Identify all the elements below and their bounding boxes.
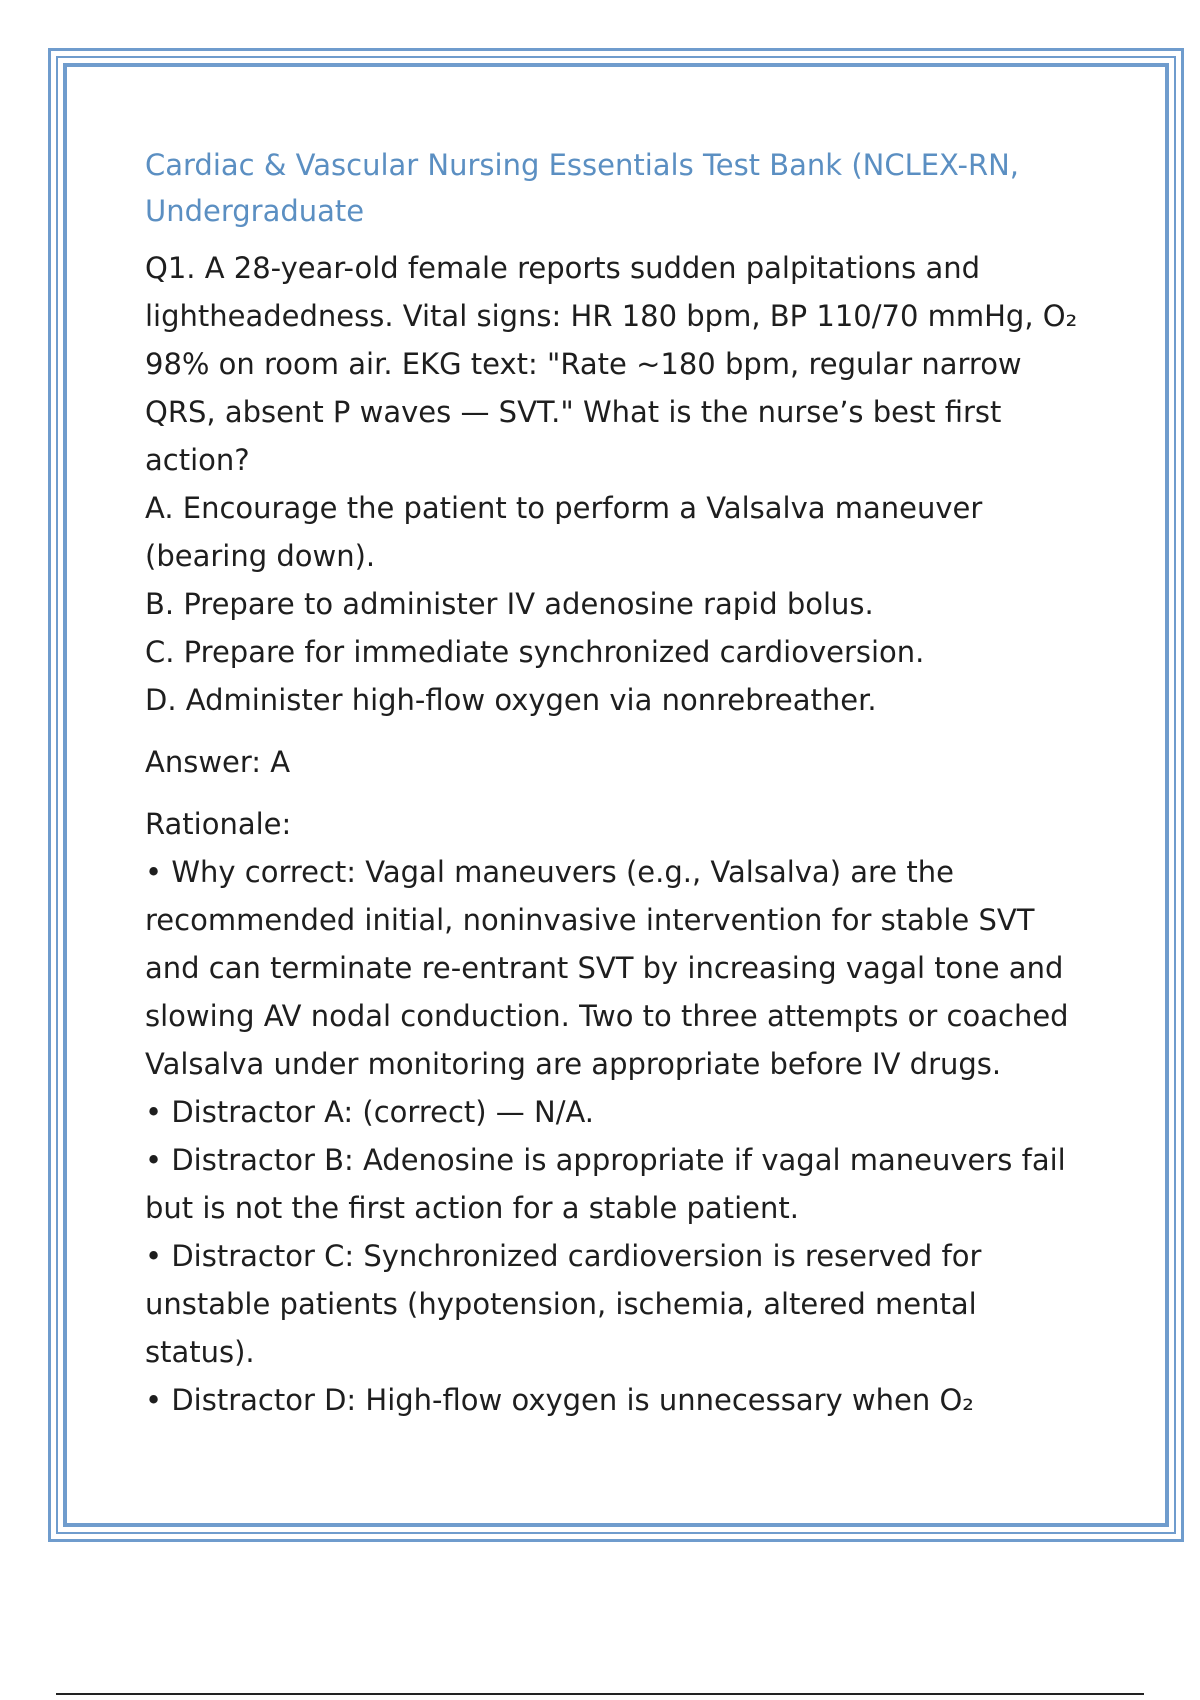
question-line: action? [145,443,250,477]
question-line: 98% on room air. EKG text: "Rate ~180 bpm, regular narrow [145,347,1022,381]
rationale-line: status). [145,1335,255,1369]
option-d: D. Administer high-flow oxygen via nonrebreather. [145,683,877,717]
rationale-line: • Distractor A: (correct) — N/A. [145,1095,595,1129]
rationale-line: and can terminate re-entrant SVT by increasing vagal tone and [145,951,1064,985]
option-a: A. Encourage the patient to perform a Valsalva maneuver [145,491,983,525]
option-b: B. Prepare to administer IV adenosine rapid bolus. [145,587,874,621]
rationale-line: • Distractor C: Synchronized cardioversion is reserved for [145,1239,982,1273]
question-stem [145,244,1095,484]
rationale-line: • Why correct: Vagal maneuvers (e.g., Valsalva) are the [145,855,954,889]
option-c: C. Prepare for immediate synchronized cardioversion. [145,635,925,669]
question-line: lightheadedness. Vital signs: HR 180 bpm, BP 110/70 mmHg, O₂ [145,299,1078,333]
footer-divider [56,1693,1144,1695]
document-body [145,142,1095,1424]
option-a-continued: (bearing down). [145,539,376,573]
rationale-line: recommended initial, noninvasive intervention for stable SVT [145,903,1035,937]
rationale-body [145,848,1095,1424]
document-title [145,142,1095,234]
rationale-line: unstable patients (hypotension, ischemia, altered mental [145,1287,977,1321]
rationale-line: slowing AV nodal conduction. Two to three attempts or coached [145,999,1069,1033]
title-line: Undergraduate [145,194,365,228]
rationale-heading: Rationale: [145,807,292,841]
answer-options [145,484,1095,724]
question-line: Q1. A 28-year-old female reports sudden palpitations and [145,251,981,285]
rationale-line: but is not the first action for a stable patient. [145,1191,799,1225]
rationale-line: • Distractor D: High-flow oxygen is unnecessary when O₂ [145,1383,974,1417]
answer-key: Answer: A [145,745,291,779]
question-line: QRS, absent P waves — SVT." What is the nurse’s best first [145,395,1002,429]
rationale-line: • Distractor B: Adenosine is appropriate if vagal maneuvers fail [145,1143,1066,1177]
rationale-line: Valsalva under monitoring are appropriate before IV drugs. [145,1047,1002,1081]
title-line: Cardiac & Vascular Nursing Essentials Test Bank (NCLEX-RN, [145,148,1020,182]
